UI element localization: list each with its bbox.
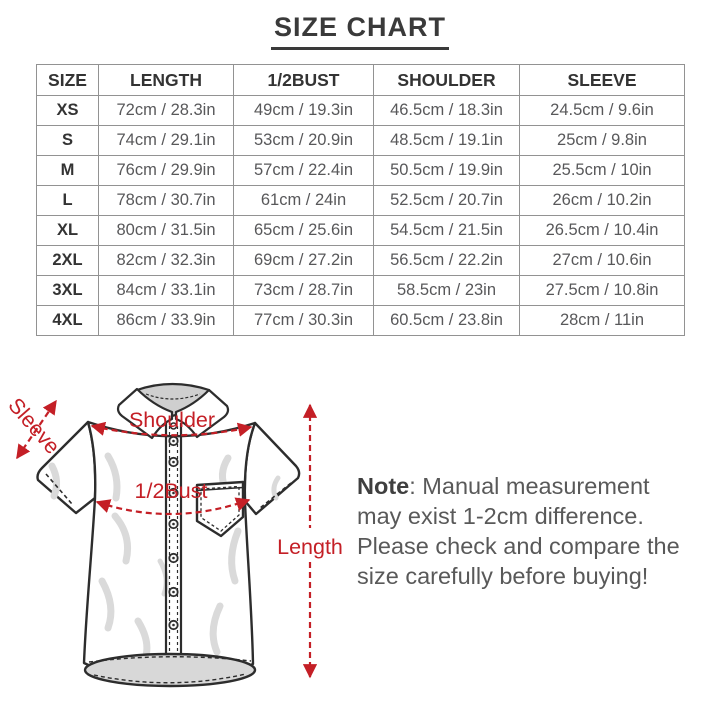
table-row [37,126,685,156]
length-cell: 86cm / 33.9in [99,306,234,336]
size-cell: XS [37,96,99,126]
header-bust: 1/2BUST [234,65,374,96]
table-row [37,186,685,216]
bust-label: 1/2Bust [134,479,208,503]
table-row [37,96,685,126]
shirt-measurement-diagram [0,366,355,718]
table-row [37,246,685,276]
right-sleeve [245,423,299,514]
page-title [0,12,720,50]
shoulder-cell: 56.5cm / 22.2in [374,246,520,276]
size-cell: M [37,156,99,186]
sleeve-cell: 28cm / 11in [520,306,685,336]
length-cell: 74cm / 29.1in [99,126,234,156]
size-cell: L [37,186,99,216]
note-label: Note [357,473,410,499]
table-header-row [37,65,685,96]
table-row [37,306,685,336]
sleeve-cell: 26.5cm / 10.4in [520,216,685,246]
measurement-note [357,471,693,591]
length-label: Length [277,535,343,559]
length-cell: 80cm / 31.5in [99,216,234,246]
bust-cell: 69cm / 27.2in [234,246,374,276]
shoulder-cell: 50.5cm / 19.9in [374,156,520,186]
sleeve-cell: 27.5cm / 10.8in [520,276,685,306]
shoulder-cell: 48.5cm / 19.1in [374,126,520,156]
page-title-text: SIZE CHART [271,12,449,50]
shoulder-cell: 58.5cm / 23in [374,276,520,306]
sleeve-cell: 25.5cm / 10in [520,156,685,186]
table-row [37,276,685,306]
bust-cell: 77cm / 30.3in [234,306,374,336]
sleeve-label: Sleeve [3,393,65,459]
size-cell: S [37,126,99,156]
shoulder-cell: 46.5cm / 18.3in [374,96,520,126]
length-cell: 76cm / 29.9in [99,156,234,186]
header-shoulder: SHOULDER [374,65,520,96]
bust-cell: 57cm / 22.4in [234,156,374,186]
length-cell: 82cm / 32.3in [99,246,234,276]
size-cell: XL [37,216,99,246]
length-cell: 78cm / 30.7in [99,186,234,216]
bust-cell: 49cm / 19.3in [234,96,374,126]
shoulder-cell: 52.5cm / 20.7in [374,186,520,216]
shirt-hem [85,654,255,686]
sleeve-cell: 25cm / 9.8in [520,126,685,156]
note-text: : Manual measurement may exist 1-2cm difference. Please check and compare the size carefully before buying! [357,473,680,589]
size-table [36,64,685,336]
sleeve-cell: 26cm / 10.2in [520,186,685,216]
bust-cell: 61cm / 24in [234,186,374,216]
size-cell: 3XL [37,276,99,306]
header-size: SIZE [37,65,99,96]
sleeve-cell: 24.5cm / 9.6in [520,96,685,126]
shoulder-cell: 60.5cm / 23.8in [374,306,520,336]
size-cell: 4XL [37,306,99,336]
sleeve-cell: 27cm / 10.6in [520,246,685,276]
header-sleeve: SLEEVE [520,65,685,96]
shoulder-cell: 54.5cm / 21.5in [374,216,520,246]
bust-cell: 73cm / 28.7in [234,276,374,306]
table-row [37,216,685,246]
size-cell: 2XL [37,246,99,276]
length-cell: 84cm / 33.1in [99,276,234,306]
bust-cell: 53cm / 20.9in [234,126,374,156]
header-length: LENGTH [99,65,234,96]
bust-cell: 65cm / 25.6in [234,216,374,246]
length-cell: 72cm / 28.3in [99,96,234,126]
table-row [37,156,685,186]
shoulder-label: Shoulder [128,408,216,432]
